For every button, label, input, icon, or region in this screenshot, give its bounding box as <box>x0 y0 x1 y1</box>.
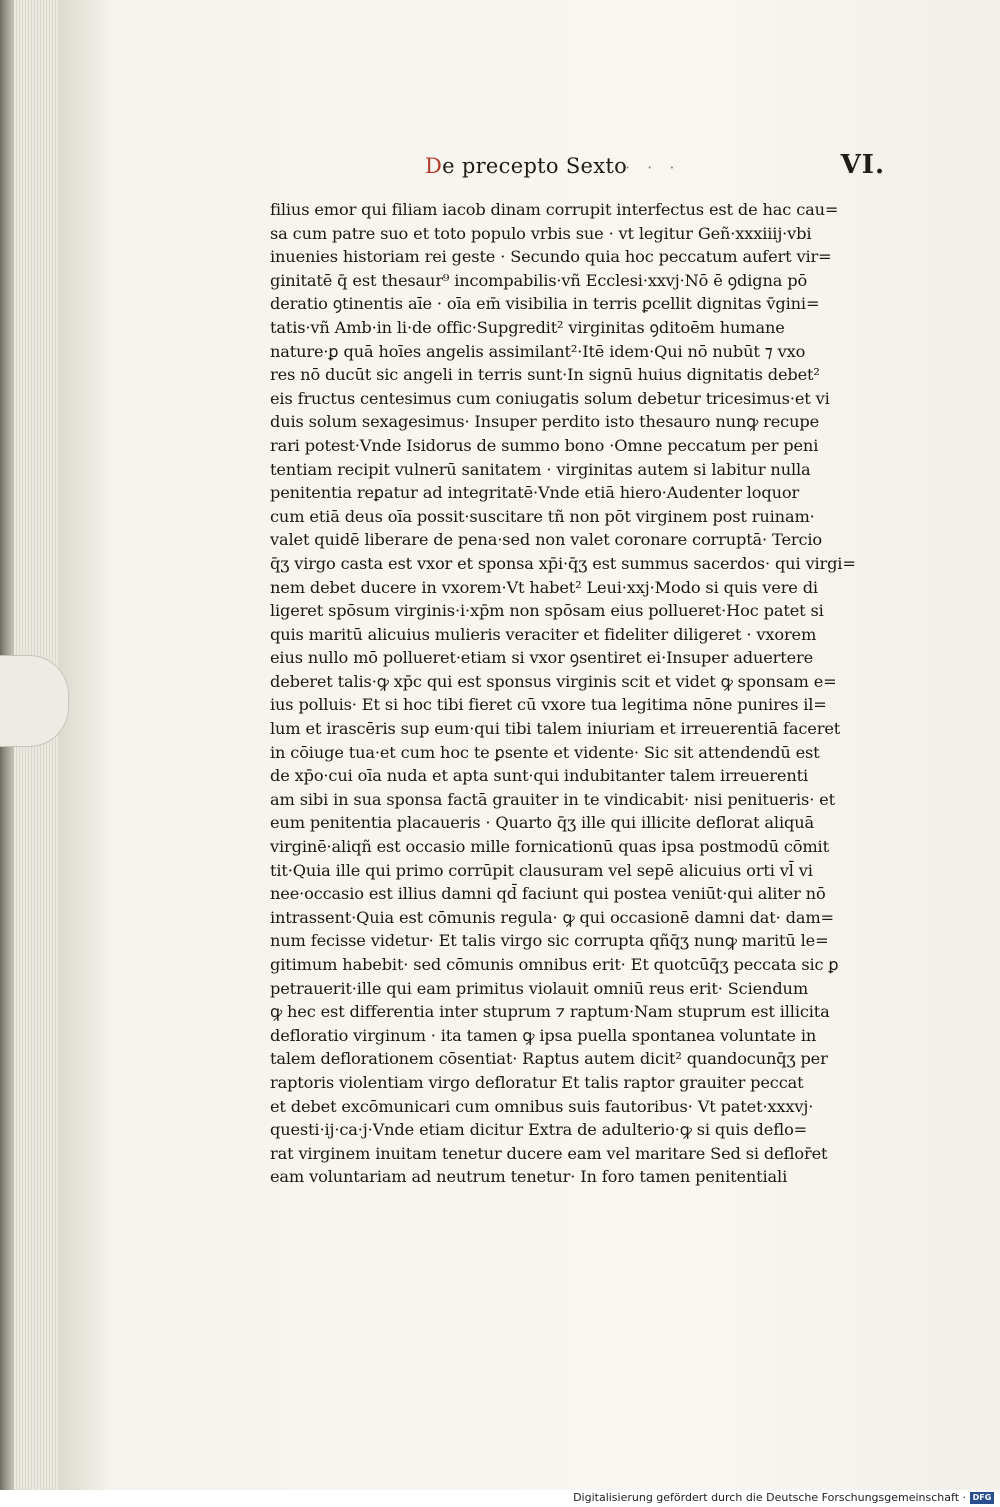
text-line: duis solum sexagesimus· Insuper perdito isto thesauro nunꝙ recupe <box>270 412 820 432</box>
text-line: raptoris violentiam virgo defloratur Et talis raptor grauiter peccat <box>270 1072 804 1092</box>
text-line: quis maritū alicuius mulieris veraciter et fideliter diligeret · vxorem <box>270 624 817 644</box>
text-block <box>270 198 910 1189</box>
text-line: num fecisse videtur· Et talis virgo sic corrupta qñq̄ʒ nunꝙ maritū le= <box>270 931 829 951</box>
text-line: am sibi in sua sponsa factā grauiter in te vindicabit· nisi penitueris· et <box>270 789 835 809</box>
text-line: nem debet ducere in vxorem·Vt habet² Leui·xxj·Modo si quis vere di <box>270 577 818 597</box>
text-line: petrauerit·ille qui eam primitus violauit omniū reus erit· Sciendum <box>270 978 809 998</box>
text-line: nature·ꝑ quā hoīes angelis assimilant²·Itē idem·Qui nō nubūt ⁊ vxo <box>270 341 806 361</box>
folio-number: VI. <box>840 150 885 180</box>
text-line: virginē·aliqñ est occasio mille fornicationū quas ipsa postmodū cōmit <box>270 837 829 857</box>
text-line: defloratio virginum · ita tamen ꝙ ipsa puella spontanea voluntate in <box>270 1025 817 1045</box>
text-line: talem deflorationem cōsentiat· Raptus autem dicit² quandocunq̄ʒ per <box>270 1049 828 1069</box>
page-tab <box>0 655 69 747</box>
text-line: rat virginem inuitam tenetur ducere eam vel maritare Sed si deflor̄et <box>270 1143 828 1163</box>
text-line: intrassent·Quia est cōmunis regula· ꝙ qui occasionē damni dat· dam= <box>270 907 834 927</box>
text-line: filius emor qui filiam iacob dinam corrupit interfectus est de hac cau= <box>270 200 839 219</box>
text-line: tit·Quia ille qui primo corrūpit clausuram vel sepē alicuius orti vl̄ vi <box>270 860 813 880</box>
text-line: tatis·vñ Amb·in li·de offic·Supgredit² virginitas ꝯditoēm humane <box>270 317 785 337</box>
footer-bar <box>0 1490 1000 1507</box>
text-line: cum etiā deus oīa possit·suscitare tñ non pōt virginem post ruinam· <box>270 506 815 526</box>
text-line: penitentia reꝑatur ad integritatē·Vnde etiā hiero·Audenter loquor <box>270 483 800 503</box>
text-line: nee·occasio est illius damni qd̄ faciunt qui postea veniūt·qui aliter nō <box>270 884 826 904</box>
text-line: eum penitentia placaueris · Quarto q̄ʒ ille qui illicite deflorat aliquā <box>270 813 814 833</box>
text-line: deberet talis·ꝙ xp̄c qui est sponsus virginis scit et videt ꝙ sponsam e= <box>270 671 837 691</box>
text-line: res nō ducūt sic angeli in terris sunt·In signū huius dignitatis debet² <box>270 365 820 385</box>
page-header <box>425 150 895 190</box>
text-line: eius nullo mō pollueret·etiam si vxor ꝯsentiret ei·Insuper aduertere <box>270 648 814 668</box>
text-line: ius polluis· Et si hoc tibi fieret cū vxore tua legitima nōne punires il= <box>270 695 827 715</box>
ornament-icon: · · · <box>625 158 681 177</box>
text-line: inuenies historiam rei geste · Secundo quia hoc peccatum aufert vir= <box>270 247 832 267</box>
text-line: sa cum patre suo et toto populo vrbis sue · vt legitur Geñ·xxxiiij·vbi <box>270 223 812 243</box>
running-title <box>425 154 627 178</box>
text-line: tentiam recipit vulnerū sanitatem · virginitas autem si labitur nulla <box>270 459 811 479</box>
text-line: valet quidē liberare de pena·sed non valet coronare corruptā· Tercio <box>270 530 822 550</box>
text-line: eis fructus centesimus cum coniugatis solum debetur tricesimus·et vi <box>270 388 830 408</box>
text-line: ligeret spōsum virginis·i·xp̄m non spōsam eius pollueret·Hoc patet si <box>270 601 824 621</box>
text-line: eam voluntariam ad neutrum tenetur· In foro tamen penitentiali <box>270 1167 788 1187</box>
text-line: ginitatē q̄ est thesaur⁹ incompabilis·vñ Ecclesi·xxvj·Nō ē ꝯdigna pō <box>270 270 808 290</box>
rubric-initial: D <box>425 154 443 178</box>
text-line: in cōiuge tua·et cum hoc te ꝑsente et vidente· Sic sit attendendū est <box>270 742 820 762</box>
text-line: questi·ij·ca·j·Vnde etiam dicitur Extra de adulterio·ꝙ si quis deflo= <box>270 1120 808 1140</box>
text-line: et debet excōmunicari cum omnibus suis fautoribus· Vt patet·xxxvj· <box>270 1096 814 1116</box>
text-line: de xp̄o·cui oīa nuda et apta sunt·qui indubitanter talem irreuerenti <box>270 766 808 786</box>
text-line: deratio ꝯtinentis aīe · oīa em̄ visibilia in terris ꝑcellit dignitas v̄gini= <box>270 294 820 314</box>
dfg-logo: DFG <box>970 1492 994 1504</box>
text-line: lum et irascēris sup eum·qui tibi talem iniuriam et irreuerentiā faceret <box>270 719 841 739</box>
text-line: rari potest·Vnde Isidorus de summo bono ·Omne peccatum per peni <box>270 435 819 455</box>
text-line: q̄ʒ virgo casta est vxor et sponsa xp̄i·q̄ʒ est summus sacerdos· qui virgi= <box>270 553 856 573</box>
text-line: gitimum habebit· sed cōmunis omnibus erit· Et quotcūq̄ʒ peccata sic ꝑ <box>270 955 839 974</box>
footer-note: Digitalisierung gefördert durch die Deutsche Forschungsgemeinschaft · <box>573 1491 966 1504</box>
text-line: ꝙ hec est differentia inter stuprum ⁊ raptum·Nam stuprum est illicita <box>270 1002 830 1022</box>
running-title-text: e precepto Sexto <box>442 154 628 178</box>
